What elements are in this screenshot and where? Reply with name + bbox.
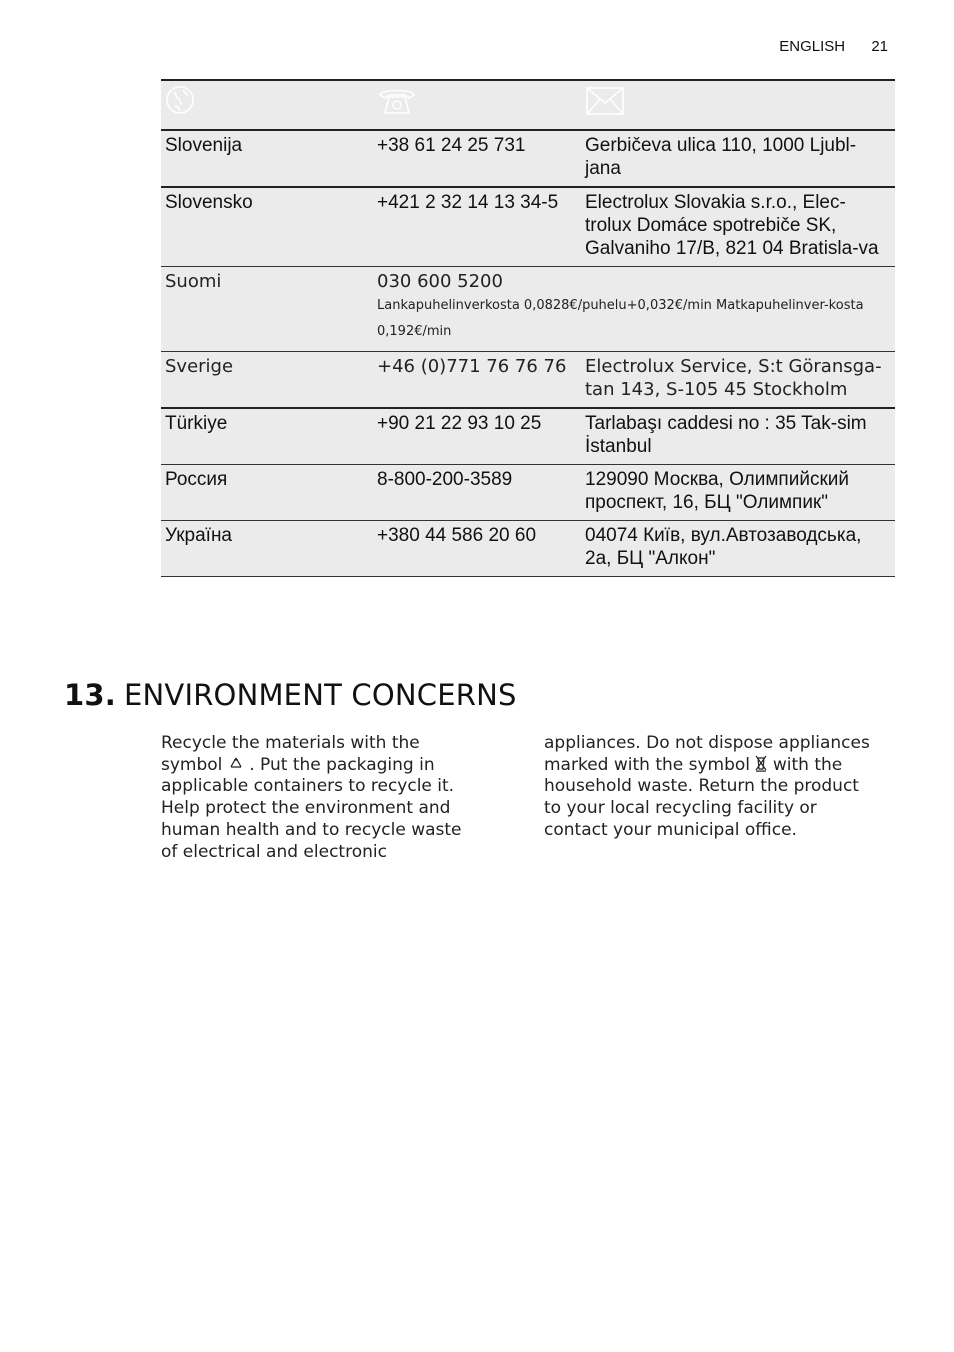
body-text-part: appliances. Do not dispose appliances marked with the symbol [544,733,870,775]
body-text-part: Recycle the materials with the symbol [161,733,420,775]
section-heading [64,678,517,712]
phone-cell [373,267,895,352]
globe-icon [165,85,195,115]
phone-rate-note: Lankapuhelinverkosta 0,0828€/puhelu+0,032€/min Matkapuhelinver-kosta 0,192€/min [377,298,864,339]
country-cell: Türkiye [161,408,373,465]
body-text-part: . Put the packaging in applicable containers to recycle it. Help protect the environment and human health and to recycle waste of electrical and electronic [161,754,462,862]
phone-cell: 8-800-200-3589 [373,465,581,521]
page-number: 21 [871,38,888,55]
phone-icon [377,85,417,117]
table-header-row [161,80,895,130]
recycle-icon [228,756,244,772]
address-cell: Electrolux Service, S:t Göransga-tan 143, S-105 45 Stockholm [581,352,895,409]
section-number: 13. [64,678,116,712]
address-cell: 04074 Київ, вул.Автозаводська, 2а, БЦ "Алкон" [581,521,895,577]
table-row [161,465,895,521]
section-title: ENVIRONMENT CONCERNS [123,678,517,712]
country-cell: Slovenija [161,130,373,187]
address-cell: Gerbičeva ulica 110, 1000 Ljubl-jana [581,130,895,187]
country-column-header [161,80,373,130]
page-header [779,38,888,55]
country-cell: Suomi [161,267,373,352]
country-cell: Україна [161,521,373,577]
address-cell: 129090 Москва, Олимпийский проспект, 16, БЦ "Олимпик" [581,465,895,521]
phone-cell: +90 21 22 93 10 25 [373,408,581,465]
table-row [161,352,895,409]
table-row [161,267,895,352]
body-text-part: with the household waste. Return the product to your local recycling facility or contact your municipal office. [544,754,859,840]
country-cell: Россия [161,465,373,521]
phone-column-header [373,80,581,130]
country-cell: Sverige [161,352,373,409]
phone-cell: +421 2 32 14 13 34-5 [373,187,581,267]
address-column-header [581,80,895,130]
phone-cell: +38 61 24 25 731 [373,130,581,187]
phone-number: 030 600 5200 [377,271,503,292]
country-cell: Slovensko [161,187,373,267]
body-text-right [544,733,874,842]
phone-cell: +380 44 586 20 60 [373,521,581,577]
table-row [161,521,895,577]
address-cell: Tarlabaşı caddesi no : 35 Tak-sim İstanbul [581,408,895,465]
language-label: ENGLISH [779,38,846,55]
table-row [161,130,895,187]
envelope-icon [585,85,625,117]
phone-cell: +46 (0)771 76 76 76 [373,352,581,409]
address-cell: Electrolux Slovakia s.r.o., Elec-trolux Domáce spotrebiče SK, Galvaniho 17/B, 821 04 Bratisla-va [581,187,895,267]
table-row [161,408,895,465]
crossed-bin-icon [755,755,767,772]
contact-table [161,79,895,577]
table-row [161,187,895,267]
body-text-left [161,733,466,863]
